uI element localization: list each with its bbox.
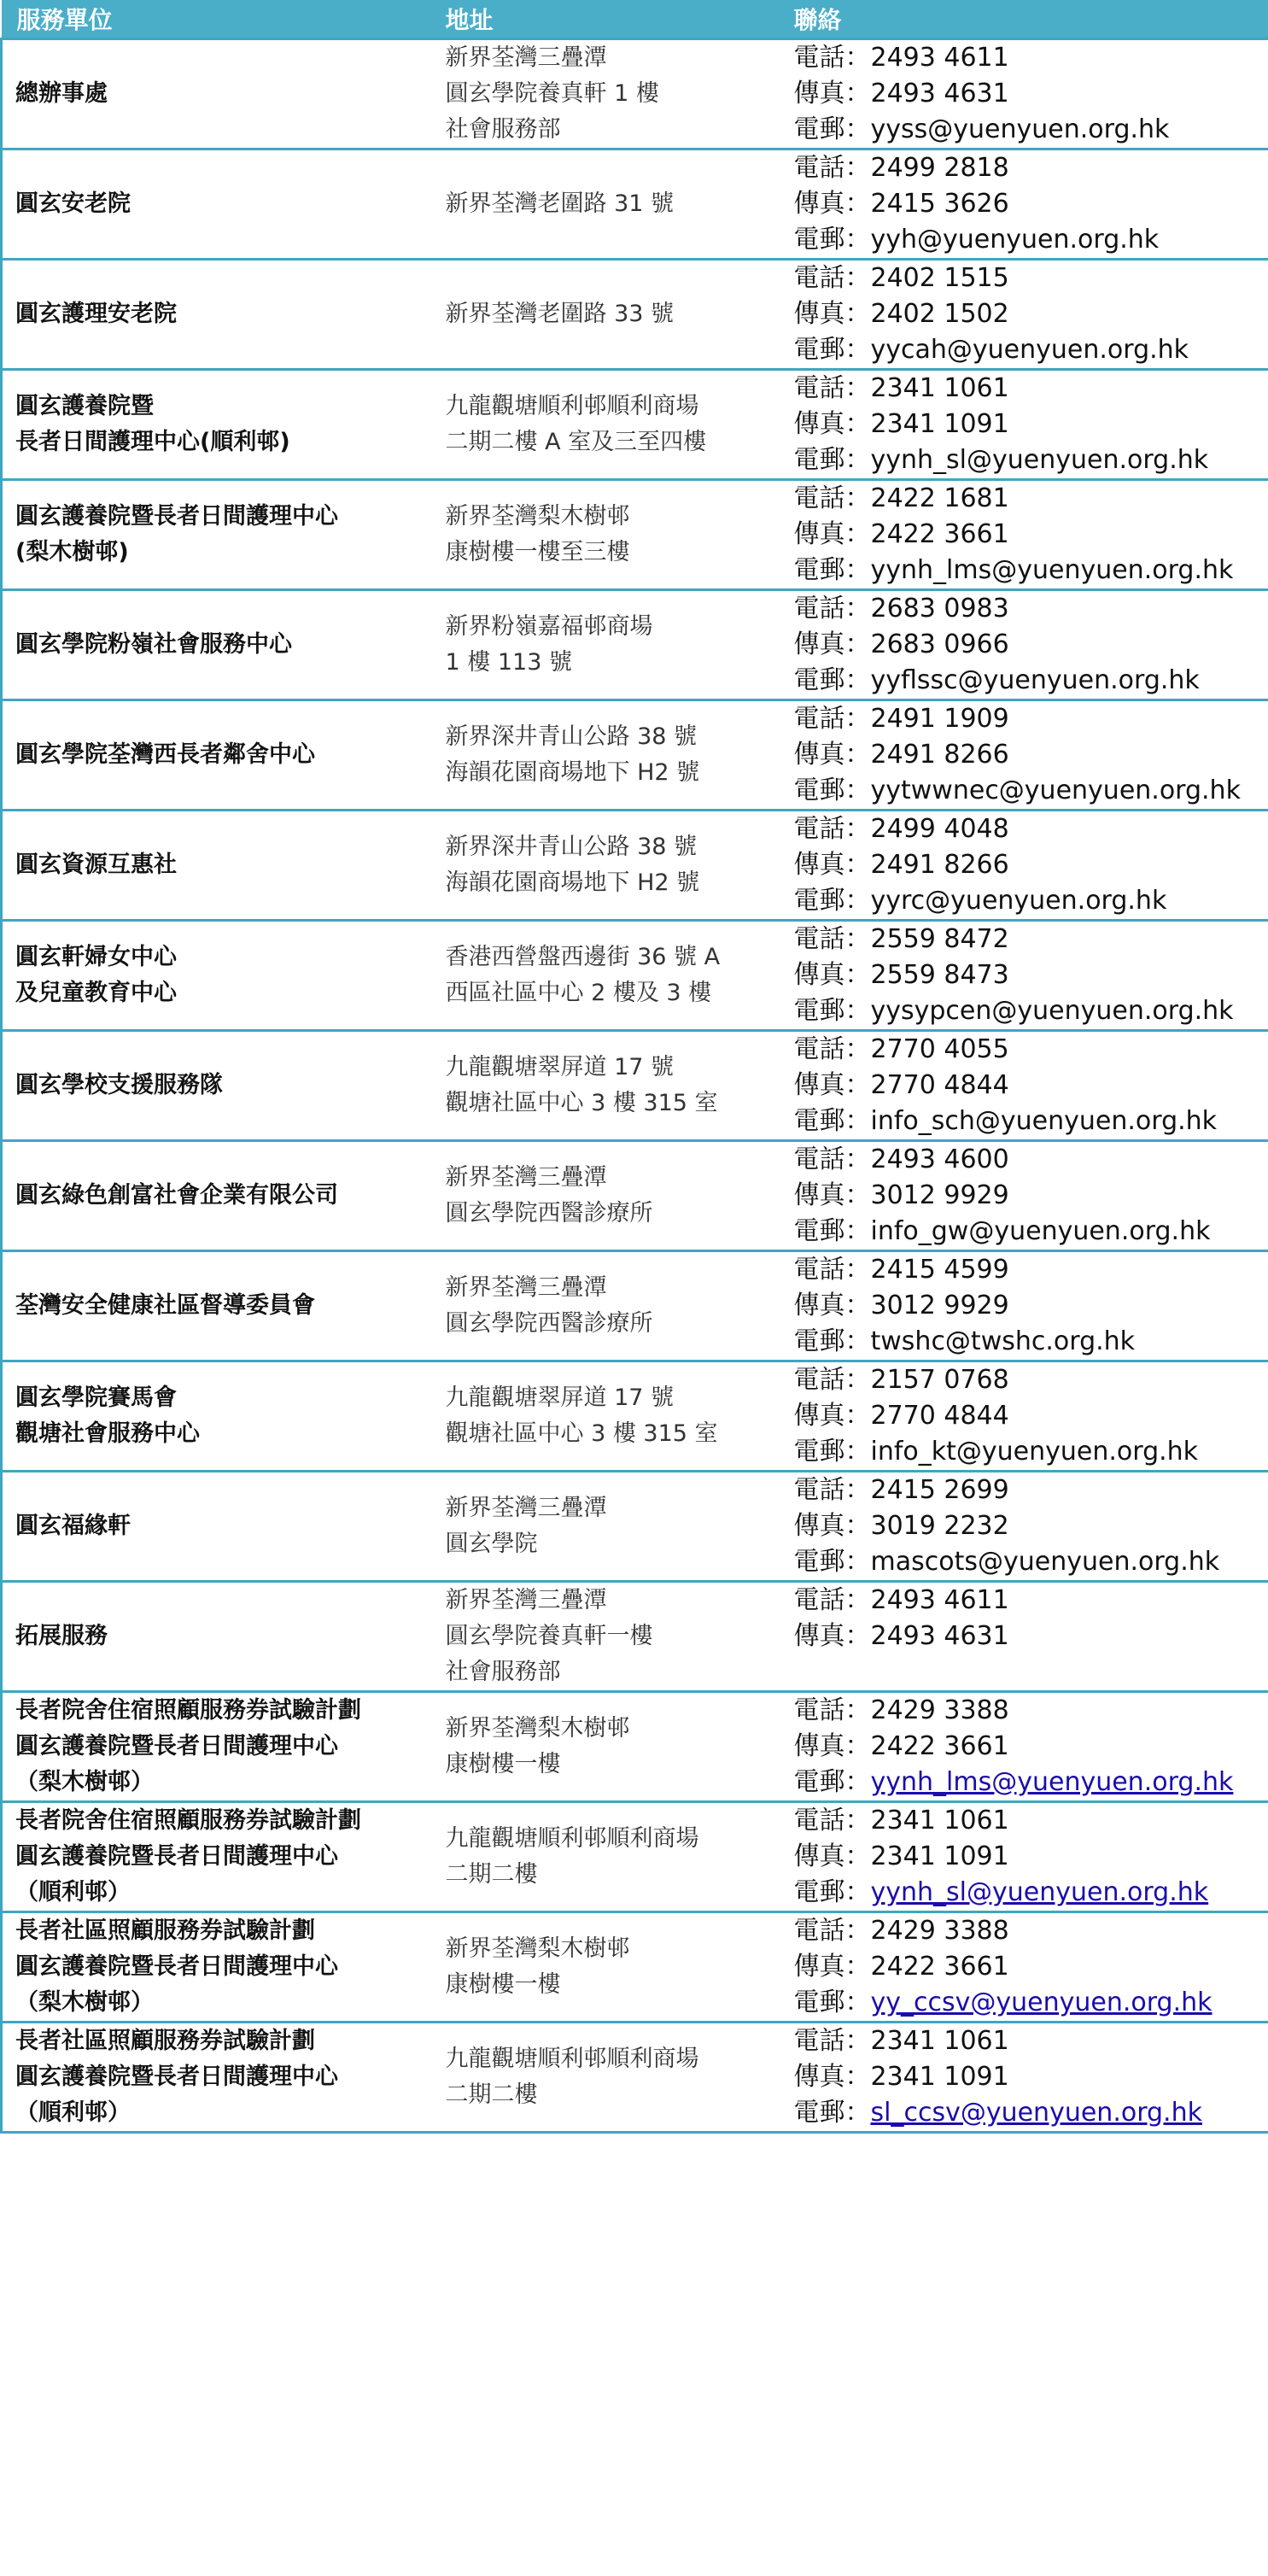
fax-value: 2559 8473 (870, 959, 1009, 990)
fax-value: 3012 9929 (870, 1180, 1009, 1210)
email-line (794, 553, 1268, 588)
table-row (2, 1471, 1268, 1581)
email-value: yyh@yuenyuen.org.hk (870, 224, 1160, 255)
email-line (794, 1104, 1268, 1139)
phone-line (794, 1913, 1268, 1949)
unit-name: 圓玄安老院 (2, 149, 430, 259)
table-row (2, 1801, 1268, 1912)
email-label: 電郵： (793, 1987, 871, 2017)
fax-line (794, 1068, 1268, 1104)
phone-label: 電話： (793, 1033, 871, 1064)
table-row (2, 2022, 1268, 2132)
fax-line (794, 296, 1268, 332)
fax-line (794, 1508, 1268, 1544)
phone-value: 2157 0768 (870, 1364, 1009, 1395)
fax-value: 2491 8266 (870, 739, 1009, 770)
phone-label: 電話： (793, 1474, 871, 1505)
email-line (794, 222, 1268, 258)
email-line (794, 883, 1268, 919)
unit-contact (779, 149, 1268, 259)
phone-line (794, 40, 1268, 76)
unit-address: 新界荃灣梨木樹邨 康樹樓一樓至三樓 (430, 479, 779, 589)
phone-label: 電話： (793, 923, 871, 954)
phone-label: 電話： (793, 483, 871, 513)
email-value: yynh_lms@yuenyuen.org.hk (870, 554, 1234, 585)
fax-label: 傳真： (793, 1620, 871, 1651)
phone-label: 電話： (793, 2025, 871, 2056)
unit-contact (779, 810, 1268, 920)
phone-value: 2415 4599 (870, 1254, 1009, 1285)
email-label: 電郵： (793, 1105, 871, 1136)
fax-value: 2770 4844 (870, 1069, 1009, 1100)
phone-value: 2429 3388 (870, 1915, 1009, 1946)
phone-line (794, 481, 1268, 517)
fax-label: 傳真： (793, 78, 871, 108)
email-line (794, 1214, 1268, 1250)
fax-value: 2493 4631 (870, 78, 1009, 108)
fax-value: 2415 3626 (870, 188, 1009, 219)
email-value: info_gw@yuenyuen.org.hk (870, 1215, 1211, 1246)
fax-value: 3019 2232 (870, 1510, 1009, 1541)
email-label: 電郵： (793, 1546, 871, 1577)
unit-name: 長者社區照顧服務券試驗計劃 圓玄護養院暨長者日間護理中心 （梨木樹邨） (2, 1912, 430, 2022)
fax-value: 2683 0966 (870, 629, 1009, 659)
fax-line (794, 1398, 1268, 1434)
phone-label: 電話： (793, 813, 871, 844)
fax-line (794, 76, 1268, 112)
fax-label: 傳真： (793, 1510, 871, 1541)
table-row (2, 1140, 1268, 1250)
unit-address: 新界深井青山公路 38 號 海韻花園商場地下 H2 號 (430, 810, 779, 920)
email-line (794, 1765, 1268, 1800)
fax-label: 傳真： (793, 298, 871, 329)
fax-value: 2422 3661 (870, 1951, 1009, 1982)
fax-value: 2491 8266 (870, 849, 1009, 880)
unit-contact (779, 1471, 1268, 1581)
phone-line (794, 922, 1268, 957)
phone-line (794, 1803, 1268, 1839)
email-label: 電郵： (793, 444, 871, 475)
table-row (2, 920, 1268, 1030)
email-label: 電郵： (793, 114, 871, 144)
phone-value: 2341 1061 (870, 372, 1009, 403)
phone-line (794, 2023, 1268, 2059)
email-value: info_kt@yuenyuen.org.hk (870, 1436, 1199, 1467)
fax-label: 傳真： (793, 739, 871, 770)
fax-label: 傳真： (793, 1951, 871, 1982)
fax-line (794, 1619, 1268, 1654)
phone-line (794, 150, 1268, 186)
table-row (2, 259, 1268, 369)
unit-name: 圓玄學院賽馬會 觀塘社會服務中心 (2, 1361, 430, 1471)
fax-line (794, 2059, 1268, 2095)
phone-label: 電話： (793, 42, 871, 73)
phone-value: 2341 1061 (870, 2025, 1009, 2056)
header-row (2, 0, 1268, 38)
email-link[interactable]: yynh_sl@yuenyuen.org.hk (870, 1876, 1209, 1907)
fax-value: 3012 9929 (870, 1290, 1009, 1320)
fax-line (794, 517, 1268, 553)
phone-label: 電話： (793, 372, 871, 403)
email-label: 電郵： (793, 1215, 871, 1246)
table-row (2, 1912, 1268, 2022)
fax-line (794, 847, 1268, 883)
phone-value: 2493 4600 (870, 1144, 1009, 1174)
fax-line (794, 627, 1268, 663)
phone-value: 2422 1681 (870, 483, 1009, 513)
fax-line (794, 957, 1268, 993)
fax-label: 傳真： (793, 1180, 871, 1210)
phone-value: 2770 4055 (870, 1033, 1009, 1064)
unit-contact (779, 259, 1268, 369)
phone-label: 電話： (793, 152, 871, 183)
phone-line (794, 261, 1268, 296)
phone-label: 電話： (793, 1584, 871, 1615)
phone-value: 2493 4611 (870, 1584, 1009, 1615)
unit-address: 新界粉嶺嘉福邨商場 1 樓 113 號 (430, 589, 779, 700)
unit-address: 新界荃灣梨木樹邨 康樹樓一樓 (430, 1912, 779, 2022)
unit-address: 新界荃灣三疊潭 圓玄學院養真軒一樓 社會服務部 (430, 1581, 779, 1691)
unit-name: 圓玄福緣軒 (2, 1471, 430, 1581)
phone-line (794, 701, 1268, 737)
email-line (794, 442, 1268, 478)
phone-line (794, 371, 1268, 407)
email-line (794, 663, 1268, 699)
fax-value: 2422 3661 (870, 518, 1009, 549)
unit-name: 圓玄護養院暨長者日間護理中心 (梨木樹邨) (2, 479, 430, 589)
unit-name: 圓玄護理安老院 (2, 259, 430, 369)
unit-contact (779, 369, 1268, 479)
table-row (2, 1691, 1268, 1801)
phone-label: 電話： (793, 1805, 871, 1835)
table-row (2, 1361, 1268, 1471)
phone-line (794, 1362, 1268, 1398)
email-value: yysypcen@yuenyuen.org.hk (870, 995, 1234, 1026)
phone-line (794, 1032, 1268, 1068)
unit-address: 九龍觀塘順利邨順利商場 二期二樓 (430, 1801, 779, 1912)
email-line (794, 773, 1268, 809)
phone-line (794, 1252, 1268, 1288)
unit-address: 新界荃灣三疊潭 圓玄學院西醫診療所 (430, 1250, 779, 1361)
table-row (2, 589, 1268, 700)
table-row (2, 38, 1268, 149)
unit-contact (779, 1140, 1268, 1250)
unit-name: 圓玄資源互惠社 (2, 810, 430, 920)
email-line (794, 332, 1268, 368)
phone-label: 電話： (793, 262, 871, 293)
fax-line (794, 1949, 1268, 1985)
phone-value: 2429 3388 (870, 1695, 1009, 1725)
unit-contact (779, 589, 1268, 700)
table-body (2, 38, 1268, 2132)
email-value: yyrc@yuenyuen.org.hk (870, 885, 1167, 916)
phone-line (794, 591, 1268, 627)
email-line (794, 112, 1268, 148)
unit-contact (779, 2022, 1268, 2132)
unit-address: 九龍觀塘順利邨順利商場 二期二樓 A 室及三至四樓 (430, 369, 779, 479)
unit-name: 長者院舍住宿照顧服務券試驗計劃 圓玄護養院暨長者日間護理中心 （順利邨） (2, 1801, 430, 1912)
header-unit: 服務單位 (2, 0, 430, 38)
phone-label: 電話： (793, 1695, 871, 1725)
unit-address: 香港西營盤西邊街 36 號 A 西區社區中心 2 樓及 3 樓 (430, 920, 779, 1030)
phone-value: 2499 4048 (870, 813, 1009, 844)
unit-address: 新界荃灣三疊潭 圓玄學院西醫診療所 (430, 1140, 779, 1250)
table-row (2, 1581, 1268, 1691)
fax-label: 傳真： (793, 408, 871, 439)
phone-label: 電話： (793, 1144, 871, 1174)
table-row (2, 1250, 1268, 1361)
unit-contact (779, 1581, 1268, 1691)
fax-value: 2422 3661 (870, 1730, 1009, 1761)
fax-label: 傳真： (793, 1069, 871, 1100)
table-row (2, 369, 1268, 479)
fax-value: 2341 1091 (870, 408, 1009, 439)
unit-name: 總辦事處 (2, 38, 430, 149)
email-line (794, 1544, 1268, 1580)
fax-label: 傳真： (793, 629, 871, 659)
email-line (794, 1875, 1268, 1911)
phone-value: 2402 1515 (870, 262, 1009, 293)
email-link[interactable]: sl_ccsv@yuenyuen.org.hk (870, 2097, 1202, 2128)
email-line (794, 1985, 1268, 2021)
email-label: 電郵： (793, 1436, 871, 1467)
table-row (2, 810, 1268, 920)
unit-contact (779, 479, 1268, 589)
fax-label: 傳真： (793, 188, 871, 219)
unit-contact (779, 1030, 1268, 1140)
email-value: yyflssc@yuenyuen.org.hk (870, 664, 1200, 695)
email-label: 電郵： (793, 995, 871, 1026)
fax-label: 傳真： (793, 1730, 871, 1761)
table-row (2, 1030, 1268, 1140)
table-row (2, 149, 1268, 259)
header-address: 地址 (430, 0, 779, 38)
unit-address: 新界深井青山公路 38 號 海韻花園商場地下 H2 號 (430, 700, 779, 810)
unit-address: 新界荃灣梨木樹邨 康樹樓一樓 (430, 1691, 779, 1801)
unit-contact (779, 920, 1268, 1030)
fax-value: 2341 1091 (870, 1841, 1009, 1871)
phone-label: 電話： (793, 703, 871, 734)
phone-line (794, 1693, 1268, 1729)
fax-line (794, 1178, 1268, 1214)
email-line (794, 1434, 1268, 1470)
unit-name: 長者社區照顧服務券試驗計劃 圓玄護養院暨長者日間護理中心 （順利邨） (2, 2022, 430, 2132)
email-value: yynh_sl@yuenyuen.org.hk (870, 444, 1209, 475)
email-label: 電郵： (793, 1876, 871, 1907)
phone-label: 電話： (793, 593, 871, 624)
fax-value: 2770 4844 (870, 1400, 1009, 1431)
unit-contact (779, 1250, 1268, 1361)
email-label: 電郵： (793, 554, 871, 585)
fax-label: 傳真： (793, 1400, 871, 1431)
fax-value: 2402 1502 (870, 298, 1009, 329)
unit-address: 新界荃灣三疊潭 圓玄學院養真軒 1 樓 社會服務部 (430, 38, 779, 149)
email-label: 電郵： (793, 664, 871, 695)
email-value: twshc@twshc.org.hk (870, 1326, 1136, 1356)
unit-contact (779, 38, 1268, 149)
unit-name: 圓玄護養院暨 長者日間護理中心(順利邨) (2, 369, 430, 479)
unit-contact (779, 700, 1268, 810)
fax-label: 傳真： (793, 518, 871, 549)
email-label: 電郵： (793, 2097, 871, 2128)
email-label: 電郵： (793, 1766, 871, 1797)
email-value: yyss@yuenyuen.org.hk (870, 114, 1170, 144)
table-row (2, 700, 1268, 810)
phone-value: 2493 4611 (870, 42, 1009, 73)
unit-name: 圓玄學院粉嶺社會服務中心 (2, 589, 430, 700)
fax-value: 2341 1091 (870, 2061, 1009, 2092)
email-value: mascots@yuenyuen.org.hk (870, 1546, 1220, 1577)
unit-name: 長者院舍住宿照顧服務券試驗計劃 圓玄護養院暨長者日間護理中心 （梨木樹邨） (2, 1691, 430, 1801)
phone-value: 2491 1909 (870, 703, 1009, 734)
email-link[interactable]: yynh_lms@yuenyuen.org.hk (870, 1766, 1234, 1797)
email-line (794, 993, 1268, 1029)
phone-label: 電話： (793, 1254, 871, 1285)
unit-contact (779, 1801, 1268, 1912)
unit-address: 新界荃灣老圍路 33 號 (430, 259, 779, 369)
phone-value: 2499 2818 (870, 152, 1009, 183)
table-row (2, 479, 1268, 589)
unit-address: 九龍觀塘翠屏道 17 號 觀塘社區中心 3 樓 315 室 (430, 1361, 779, 1471)
unit-address: 九龍觀塘翠屏道 17 號 觀塘社區中心 3 樓 315 室 (430, 1030, 779, 1140)
fax-value: 2493 4631 (870, 1620, 1009, 1651)
unit-contact (779, 1912, 1268, 2022)
unit-name: 荃灣安全健康社區督導委員會 (2, 1250, 430, 1361)
unit-address: 新界荃灣三疊潭 圓玄學院 (430, 1471, 779, 1581)
fax-line (794, 1839, 1268, 1875)
phone-value: 2341 1061 (870, 1805, 1009, 1835)
email-line (794, 2095, 1268, 2131)
fax-line (794, 186, 1268, 222)
unit-name: 圓玄綠色創富社會企業有限公司 (2, 1140, 430, 1250)
unit-contact (779, 1361, 1268, 1471)
email-value: yycah@yuenyuen.org.hk (870, 334, 1189, 365)
email-line (794, 1654, 1268, 1690)
email-label: 電郵： (793, 775, 871, 805)
unit-address: 新界荃灣老圍路 31 號 (430, 149, 779, 259)
phone-value: 2683 0983 (870, 593, 1009, 624)
unit-name: 圓玄軒婦女中心 及兒童教育中心 (2, 920, 430, 1030)
phone-value: 2415 2699 (870, 1474, 1009, 1505)
phone-line (794, 1142, 1268, 1178)
phone-line (794, 1583, 1268, 1619)
fax-label: 傳真： (793, 849, 871, 880)
fax-label: 傳真： (793, 959, 871, 990)
phone-line (794, 1472, 1268, 1508)
email-value: info_sch@yuenyuen.org.hk (870, 1105, 1218, 1136)
unit-address: 九龍觀塘順利邨順利商場 二期二樓 (430, 2022, 779, 2132)
unit-contact (779, 1691, 1268, 1801)
fax-line (794, 737, 1268, 773)
fax-label: 傳真： (793, 2061, 871, 2092)
phone-value: 2559 8472 (870, 923, 1009, 954)
header-contact: 聯絡 (779, 0, 1268, 38)
email-link[interactable]: yy_ccsv@yuenyuen.org.hk (870, 1987, 1212, 2017)
fax-label: 傳真： (793, 1290, 871, 1320)
email-label: 電郵： (793, 1326, 871, 1356)
fax-line (794, 1288, 1268, 1324)
unit-name: 圓玄學校支援服務隊 (2, 1030, 430, 1140)
fax-line (794, 1729, 1268, 1765)
email-label: 電郵： (793, 334, 871, 365)
fax-label: 傳真： (793, 1841, 871, 1871)
email-label: 電郵： (793, 885, 871, 916)
email-label: 電郵： (793, 224, 871, 255)
table-header (2, 0, 1268, 38)
fax-line (794, 407, 1268, 442)
email-value: yytwwnec@yuenyuen.org.hk (870, 775, 1241, 805)
unit-name: 拓展服務 (2, 1581, 430, 1691)
unit-name: 圓玄學院荃灣西長者鄰舍中心 (2, 700, 430, 810)
phone-label: 電話： (793, 1364, 871, 1395)
phone-label: 電話： (793, 1915, 871, 1946)
email-line (794, 1324, 1268, 1360)
phone-line (794, 811, 1268, 847)
